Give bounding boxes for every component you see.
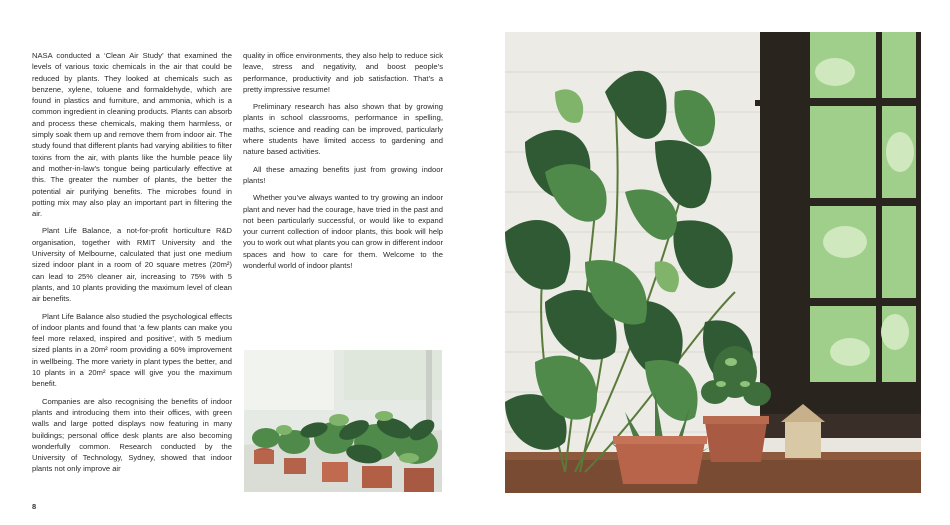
text-column-right [243,50,443,277]
paragraph: All these amazing benefits just from growing indoor plants! [243,164,443,185]
paragraph: NASA conducted a ‘Clean Air Study’ that examined the levels of various toxic chemicals in the air that could be reduced by plants. They looked at chemicals such as benzene, xylene, toluene and formaldehyde, which are found in plastics and furniture, and ammonia, which is a common ingredient in cleaning products. Plants can absorb and process these chemicals, making them harmless, or simply soak them up and remove them from indoor air. The study found that different plants had varying abilities to filter toxins from the air, with plants like the humble peace lily and mother-in-law’s tongue being particularly effective at this. The greater the number of plants, the better the potential air purifying benefits. The microbes found in potting mix may also play an important part in filtering the air. [32,51,232,219]
paragraph: Whether you’ve always wanted to try growing an indoor plant and never had the courage, have tried in the past and not been particularly successful, or would like to expand your current collection of indoor plants, this book will help you to work out what plants you can grow in different indoor spaces and how to care for them. Welcome to the wonderful world of indoor plants! [243,193,443,271]
paragraph: Companies are also recognising the benefits of indoor plants and introducing them into their offices, with green walls and large potted displays now featuring in many buildings; personal office desk plants are also becoming wonderfully common. Research conducted by the University of Technology, Sydney, showed that indoor plants not only improve air [32,396,232,474]
paragraph: Preliminary research has also shown that by growing plants in school classrooms, performance in spelling, maths, science and reading can be improved, particularly where students have limited access to gardening and nature based activities. [243,102,443,157]
indoor-plants-window-photo [505,32,921,493]
paragraph: Plant Life Balance also studied the psychological effects of indoor plants and found that ‘a few plants can make you feel more relaxed, inspired and positive’, with 5 medium sized plants in a 20m² room providing a 60% improvement in wellbeing. The more variety in plant types the better, and 10 plants in a 20m² space will give you the maximum benefit. [32,311,232,389]
page-number: 8 [32,502,37,511]
text-column-left [32,50,232,481]
windowsill-plants-photo [244,350,442,492]
paragraph: Plant Life Balance, a not-for-profit horticulture R&D organisation, together with RMIT University and the University of Melbourne, calculated that just one medium sized indoor plant in a room of 20 square metres (20m²) can lead to 25% cleaner air, increasing to 75% with 5 plants, and 10 plants providing the maximum level of clean air benefits. [32,226,232,304]
paragraph: quality in office environments, they also help to reduce sick leave, stress and negativity, and boost people’s performance, productivity and job satisfaction. That’s a pretty impressive resume! [243,51,443,94]
